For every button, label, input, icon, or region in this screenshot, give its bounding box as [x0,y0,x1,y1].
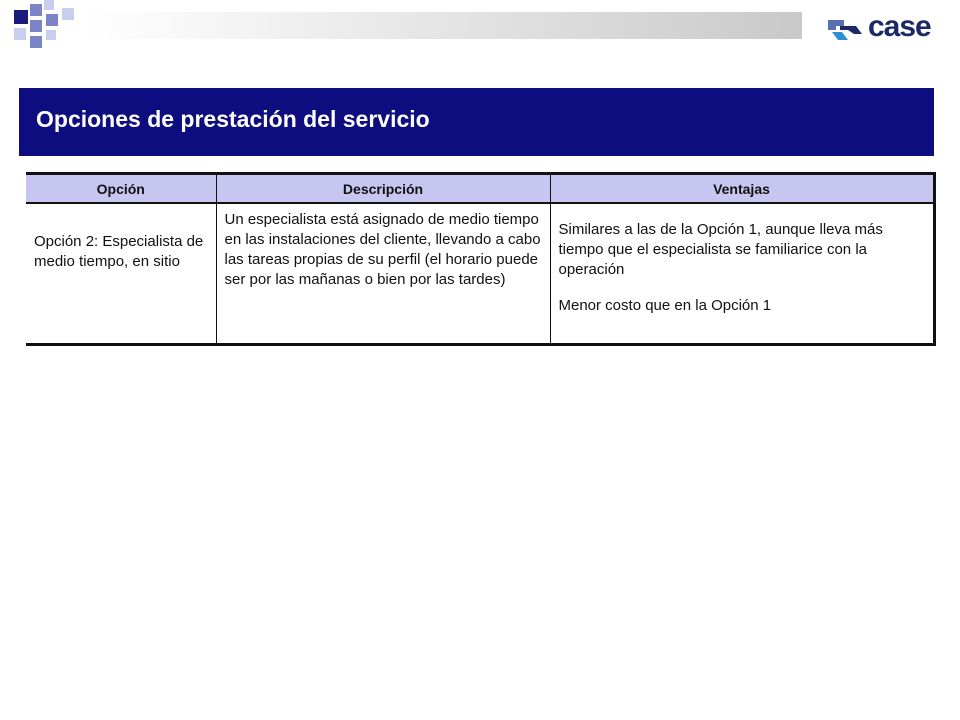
deco-square [14,10,28,24]
options-table [26,172,936,346]
title-bar [19,88,934,156]
description-cell: Un especialista está asignado de medio tiempo en las instalaciones del cliente, llevando a cabo las tareas propias de su perfil (el horario puede ser por las mañanas o bien por las tardes) [216,203,550,345]
page-title: Opciones de prestación del servicio [36,106,430,132]
logo-text: case [868,10,931,43]
table-header-row [26,174,934,204]
deco-square [30,20,42,32]
deco-square [46,14,58,26]
advantage-item: Similares a las de la Opción 1, aunque lleva más tiempo que el especialista se familiarice con la operación [558,221,883,278]
option-cell: Opción 2: Especialista de medio tiempo, en sitio [26,203,216,345]
header-description: Descripción [216,174,550,204]
header-band [84,12,802,39]
table-row [26,203,934,345]
deco-square [44,0,54,10]
case-logo-icon [826,14,866,44]
deco-square [46,30,56,40]
advantages-cell [550,203,934,345]
deco-square [30,4,42,16]
deco-square [14,28,26,40]
case-logo [826,12,946,46]
header-option: Opción [26,174,216,204]
header-advantages: Ventajas [550,174,934,204]
deco-square [62,8,74,20]
deco-square [30,36,42,48]
advantage-item: Menor costo que en la Opción 1 [558,297,772,314]
